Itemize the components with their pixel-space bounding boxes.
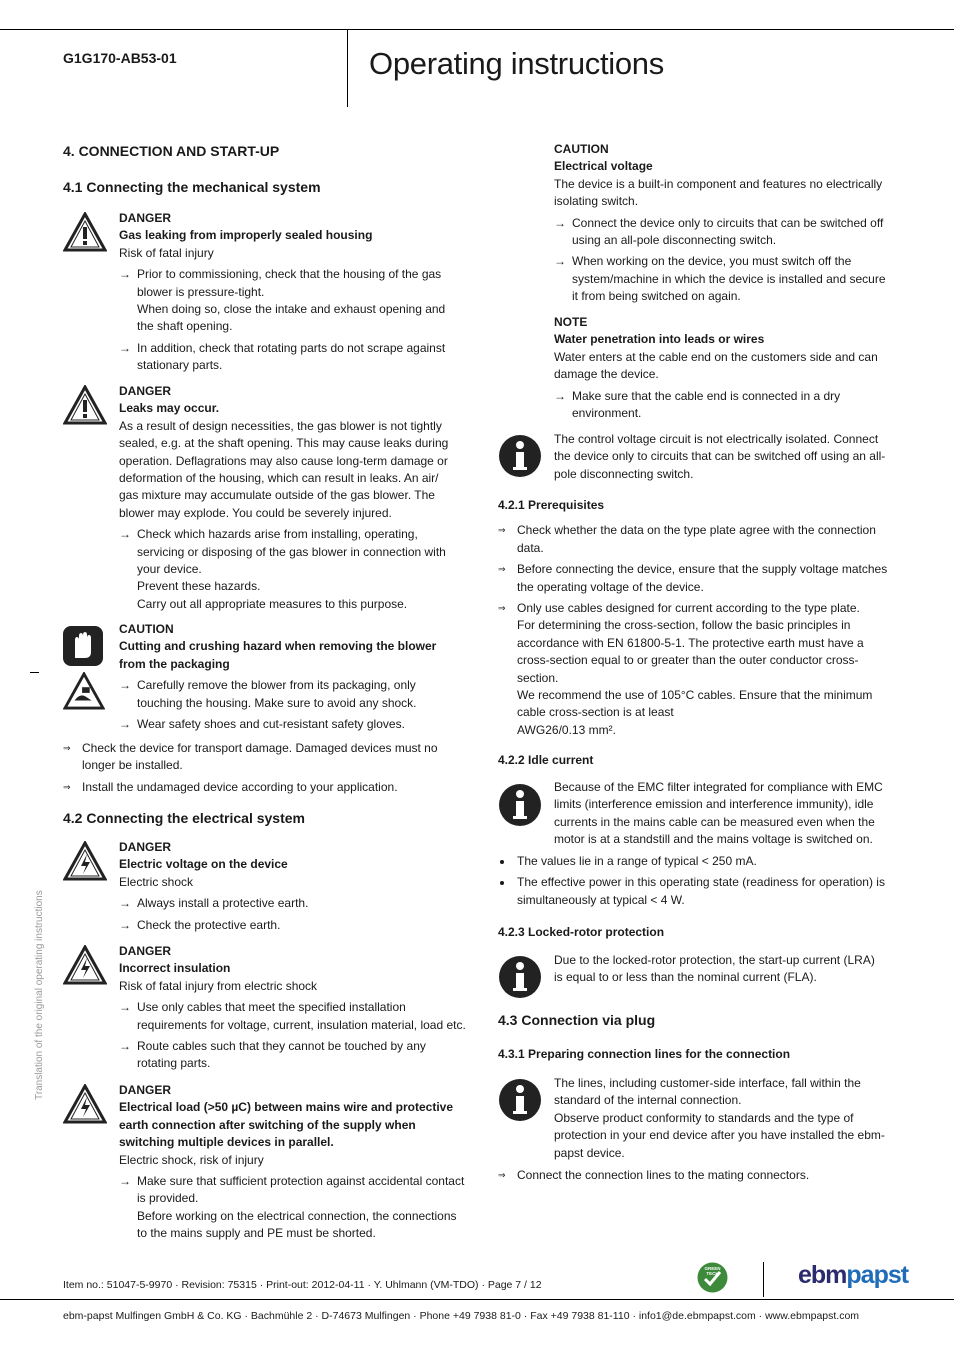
instruction-item: → When working on the device, you must switch off the system/machine in which the device is installed and secure it from being switched on again. (554, 253, 886, 305)
notice-title: Cutting and crushing hazard when removing the blower from the packaging (119, 639, 437, 671)
bullet-item: The effective power in this operating state (readiness for operation) is simultaneously at typical < 4 W. (498, 874, 888, 909)
info-text: Due to the locked-rotor protection, the start-up current (LRA) is equal to or less than the nominal current (FLA). (554, 953, 875, 985)
instruction-item: → Check the protective earth. (119, 917, 463, 934)
notice-title: Electrical voltage (554, 159, 653, 174)
warning-triangle-icon (63, 385, 107, 425)
info-icon (498, 783, 542, 827)
notice-level: CAUTION (554, 142, 609, 156)
warning-triangle-icon (63, 212, 107, 252)
footer-rule (0, 1299, 954, 1300)
check-arrow-icon: ⇒ (498, 1170, 506, 1180)
note-notice (554, 314, 886, 422)
notice-level: DANGER (119, 944, 172, 958)
check-item: ⇒ Only use cables designed for current according to the type plate. For determining the cross-section, follow the basic principles in accordance with EN 61800-5-1. The protective earth must have a cross-section equal to or greater than the outer conductor cross-section. We recommend the use of 105°C cables. Ensure that the minimum cable cross-section is at least AWG26/0.13 mm². (498, 601, 873, 737)
heading-4-2-wrap (63, 810, 463, 827)
notice-title: Electrical load (>50 µC) between mains wire and protective earth connection after switching of the supply when switching multiple devices in parallel. (119, 1100, 454, 1150)
notice-title: Electric voltage on the device (119, 857, 288, 872)
section-title: 4. CONNECTION AND START-UP (63, 143, 280, 159)
bullet-item: The values lie in a range of typical < 250 mA. (498, 853, 888, 870)
electric-hazard-icon (63, 945, 107, 985)
badge-bottom-text: TECH (706, 1271, 719, 1276)
item-info: Item no.: 51047-5-9970 · Revision: 75315 · Print-out: 2012-04-11 · Y. Uhlmann (VM-TDO) · Page 7 / 12 (63, 1279, 542, 1291)
notice-level: DANGER (119, 1083, 172, 1097)
electric-hazard-icon (63, 841, 107, 881)
notice-text: Risk of fatal injury (119, 245, 214, 260)
heading-4-1: 4.1 Connecting the mechanical system (63, 179, 321, 196)
heading-4-2-3: 4.2.3 Locked-rotor protection (498, 925, 665, 939)
heading-4-3-1: 4.3.1 Preparing connection lines for the connection (498, 1047, 791, 1062)
instruction-item: → Make sure that sufficient protection against accidental contact is provided. Before working on the electrical connection, the connections to the mains supply and PE must be shorted. (119, 1173, 467, 1243)
info-icon (498, 1078, 542, 1122)
instruction-item: → Make sure that the cable end is connected in a dry environment. (554, 388, 886, 423)
green-tech-badge (697, 1262, 728, 1293)
info-icon (498, 434, 542, 478)
notice-text: Water enters at the cable end on the customers side and can damage the device. (554, 349, 878, 382)
model-number: G1G170-AB53-01 (63, 50, 177, 66)
check-item: ⇒ Before connecting the device, ensure that the supply voltage matches the operating voltage of the device. (498, 562, 888, 594)
notice-text: Electric shock, risk of injury (119, 1152, 264, 1167)
notice-text: Risk of fatal injury from electric shock (119, 978, 318, 993)
heading-4-3: 4.3 Connection via plug (498, 1012, 656, 1028)
check-arrow-icon: ⇒ (63, 781, 71, 792)
instruction-item: → Always install a protective earth. (119, 895, 463, 912)
crushing-hazard-icon (63, 672, 105, 710)
footer-divider (763, 1262, 764, 1297)
instruction-item: → Wear safety shoes and cut-resistant safety gloves. (119, 716, 453, 733)
left-column (63, 143, 463, 197)
instruction-item: → Carefully remove the blower from its packaging, only touching the housing. Make sure to avoid any shock. (119, 677, 453, 712)
logo-part-ebm: ebm (798, 1261, 847, 1289)
bullet-list (498, 853, 888, 913)
check-item: ⇒ Install the undamaged device according to your application. (63, 779, 448, 796)
notice-title: Leaks may occur. (119, 401, 220, 416)
section-4-2-1 (498, 497, 888, 743)
check-item: ⇒ Connect the connection lines to the mating connectors. (498, 1167, 888, 1184)
heading-4-2-1: 4.2.1 Prerequisites (498, 498, 605, 512)
section-4-3 (498, 1012, 888, 1064)
instruction-item: → Use only cables that meet the specified installation requirements for voltage, current, insulation material, load etc. (119, 999, 467, 1034)
notice-level: DANGER (119, 211, 172, 225)
instruction-item: → Check which hazards arise from installing, operating, servicing or disposing of the gas blower in connection with your device. Prevent these hazards. Carry out all appropriate measures to this purpose. (119, 526, 453, 613)
instruction-item: → In addition, check that rotating parts do not scrape against stationary parts. (119, 340, 463, 375)
check-arrow-icon: ⇒ (63, 743, 71, 753)
instruction-item: → Prior to commissioning, check that the housing of the gas blower is pressure-tight. When doing so, close the intake and exhaust opening and the shaft opening. (119, 266, 463, 336)
check-arrow-icon: ⇒ (498, 603, 506, 614)
notice-text: As a result of design necessities, the gas blower is not tightly sealed, e.g. at the shaft opening. This may cause leaks during operation. Deflagrations may also cause long-term damage or deformation of the housing, which can result in leaks. An air/ gas mixture may accumulate outside of the gas blower. The blower may explode. You could be severely injured. (119, 418, 449, 520)
check-item: ⇒ Check whether the data on the type plate agree with the connection data. (498, 523, 876, 555)
electric-hazard-icon (63, 1084, 107, 1124)
notice-title: Water penetration into leads or wires (554, 332, 765, 347)
heading-4-2: 4.2 Connecting the electrical system (63, 810, 305, 826)
notice-title: Gas leaking from improperly sealed housing (119, 228, 373, 243)
instruction-item: → Connect the device only to circuits that can be switched off using an all-pole disconnecting switch. (554, 215, 886, 250)
heading-4-2-2: 4.2.2 Idle current (498, 753, 594, 767)
ebmpapst-logo (798, 1258, 908, 1292)
check-item: ⇒ Check the device for transport damage. Damaged devices must no longer be installed. (63, 741, 438, 773)
company-info: ebm-papst Mulfingen GmbH & Co. KG · Bachmühle 2 · D-74673 Mulfingen · Phone +49 7938 81-0 · Fax +49 7938 81-110 · info1@de.ebmpapst.com · www.ebmpapst.com (63, 1310, 860, 1322)
logo-part-papst: papst (846, 1261, 909, 1289)
heading-4-2-3-wrap (498, 924, 888, 941)
translation-note: Translation of the original operating instructions (34, 890, 45, 1100)
notice-level: CAUTION (119, 622, 174, 636)
check-arrow-icon: ⇒ (498, 564, 506, 575)
page-title: Operating instructions (369, 46, 664, 81)
green-tech-icon (697, 1262, 728, 1293)
heading-4-2-2-wrap (498, 752, 888, 769)
margin-mark (30, 672, 39, 673)
notice-text: Electric shock (119, 874, 194, 889)
check-arrow-icon: ⇒ (498, 525, 506, 536)
checklist (63, 740, 448, 800)
info-text: The lines, including customer-side interface, fall within the standard of the internal connection. Observe product conformity to standards and the type of protection in your end device after you have installed the ebm-papst device. (554, 1076, 885, 1160)
notice-title: Incorrect insulation (119, 961, 231, 976)
instruction-item: → Route cables such that they cannot be touched by any rotating parts. (119, 1038, 467, 1073)
info-text: The control voltage circuit is not electrically isolated. Connect the device only to circuits that can be switched off using an all-pole disconnecting switch. (554, 432, 886, 481)
header-divider (347, 29, 348, 107)
info-icon (498, 955, 542, 999)
caution-notice (554, 141, 886, 306)
notice-level: NOTE (554, 315, 588, 329)
badge-top-text: GREEN (704, 1266, 721, 1271)
gloves-icon (63, 626, 103, 666)
notice-level: DANGER (119, 384, 172, 398)
notice-level: DANGER (119, 840, 172, 854)
header-top-rule (0, 29, 954, 30)
info-text: Because of the EMC filter integrated for compliance with EMC limits (interference emission and interference immunity), idle currents in the mains cable can be measured even when the motor is at a standstill and the mains voltage is switched on. (554, 780, 883, 847)
checklist (498, 1167, 888, 1188)
notice-text: The device is a built-in component and features no electrically isolating switch. (554, 176, 883, 209)
